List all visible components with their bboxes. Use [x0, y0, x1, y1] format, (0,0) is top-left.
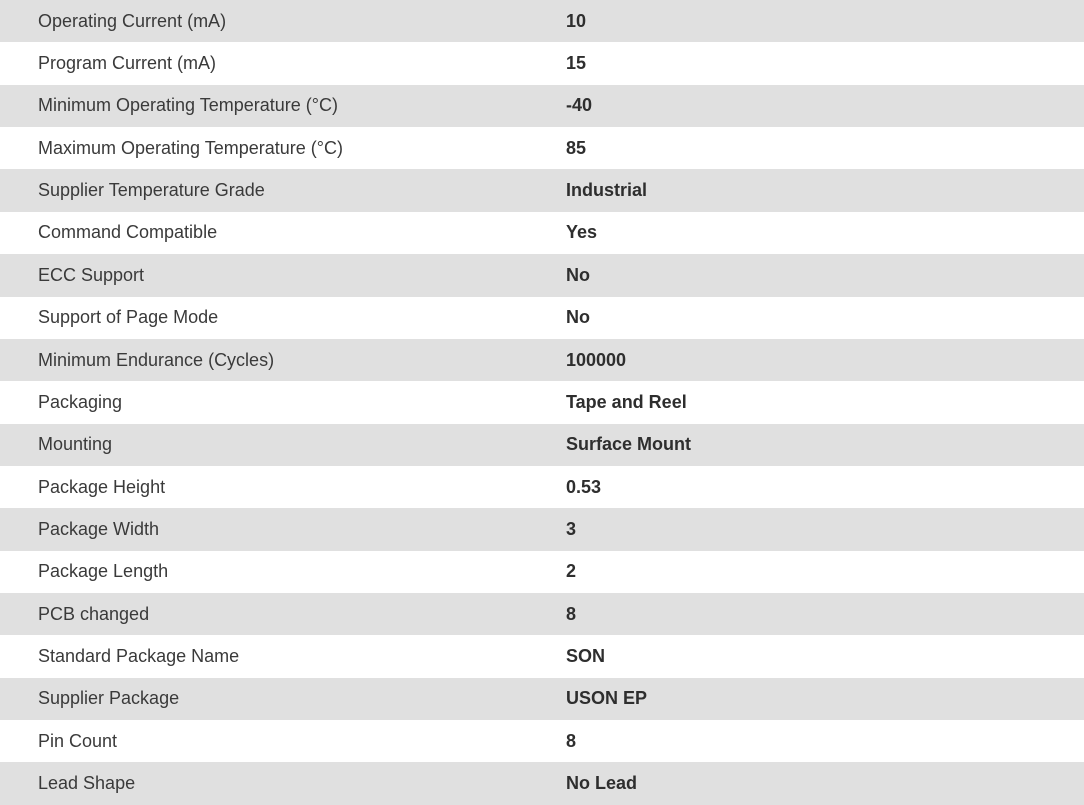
- spec-label: Operating Current (mA): [0, 0, 566, 42]
- spec-value: 10: [566, 0, 1084, 42]
- table-row: [0, 635, 1084, 677]
- spec-label: Support of Page Mode: [0, 297, 566, 339]
- table-row: [0, 85, 1084, 127]
- spec-label: Maximum Operating Temperature (°C): [0, 127, 566, 169]
- spec-value: SON: [566, 635, 1084, 677]
- spec-label: PCB changed: [0, 593, 566, 635]
- spec-value: -40: [566, 85, 1084, 127]
- spec-value: USON EP: [566, 678, 1084, 720]
- spec-label: Package Width: [0, 508, 566, 550]
- spec-value: Industrial: [566, 169, 1084, 211]
- spec-label: Lead Shape: [0, 762, 566, 804]
- table-row: [0, 254, 1084, 296]
- spec-value: 100000: [566, 339, 1084, 381]
- table-row: [0, 381, 1084, 423]
- spec-label: ECC Support: [0, 254, 566, 296]
- spec-label: Pin Count: [0, 720, 566, 762]
- spec-value: 8: [566, 720, 1084, 762]
- spec-label: Packaging: [0, 381, 566, 423]
- table-row: [0, 466, 1084, 508]
- table-row: [0, 678, 1084, 720]
- table-row: [0, 551, 1084, 593]
- spec-label: Standard Package Name: [0, 635, 566, 677]
- spec-value: Surface Mount: [566, 424, 1084, 466]
- spec-label: Supplier Package: [0, 678, 566, 720]
- table-row: [0, 127, 1084, 169]
- table-row: [0, 424, 1084, 466]
- table-row: [0, 297, 1084, 339]
- table-row: [0, 593, 1084, 635]
- table-row: [0, 720, 1084, 762]
- table-row: [0, 42, 1084, 84]
- spec-value: No: [566, 254, 1084, 296]
- spec-label: Program Current (mA): [0, 42, 566, 84]
- spec-value: 2: [566, 551, 1084, 593]
- spec-value: 3: [566, 508, 1084, 550]
- table-row: [0, 508, 1084, 550]
- spec-value: No: [566, 297, 1084, 339]
- table-row: [0, 169, 1084, 211]
- spec-label: Package Length: [0, 551, 566, 593]
- spec-value: Yes: [566, 212, 1084, 254]
- spec-value: No Lead: [566, 762, 1084, 804]
- spec-value: Tape and Reel: [566, 381, 1084, 423]
- table-row: [0, 762, 1084, 804]
- spec-label: Command Compatible: [0, 212, 566, 254]
- spec-label: Mounting: [0, 424, 566, 466]
- spec-value: 85: [566, 127, 1084, 169]
- table-row: [0, 339, 1084, 381]
- spec-label: Package Height: [0, 466, 566, 508]
- spec-label: Minimum Endurance (Cycles): [0, 339, 566, 381]
- table-row: [0, 212, 1084, 254]
- spec-value: 0.53: [566, 466, 1084, 508]
- spec-value: 8: [566, 593, 1084, 635]
- table-row: [0, 0, 1084, 42]
- spec-value: 15: [566, 42, 1084, 84]
- spec-label: Minimum Operating Temperature (°C): [0, 85, 566, 127]
- spec-label: Supplier Temperature Grade: [0, 169, 566, 211]
